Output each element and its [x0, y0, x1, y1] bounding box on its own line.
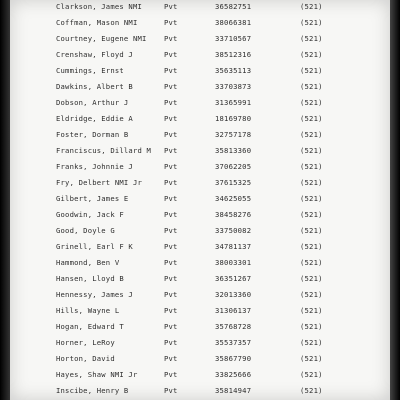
unit-code: (521) [300, 98, 323, 107]
serial-number: 35635113 [215, 66, 252, 75]
serial-number: 33710567 [215, 34, 252, 43]
roster-row [10, 48, 390, 64]
serial-number: 38512316 [215, 50, 252, 59]
serial-number: 34625055 [215, 194, 252, 203]
soldier-rank: Pvt [164, 210, 178, 219]
soldier-rank: Pvt [164, 82, 178, 91]
roster-row [10, 64, 390, 80]
soldier-name: Coffman, Mason NMI [56, 18, 138, 27]
serial-number: 18169780 [215, 114, 252, 123]
soldier-rank: Pvt [164, 274, 178, 283]
roster-row [10, 80, 390, 96]
unit-code: (521) [300, 290, 323, 299]
soldier-name: Fry, Delbert NMI Jr [56, 178, 143, 187]
serial-number: 31306137 [215, 306, 252, 315]
soldier-name: Franks, Johnnie J [56, 162, 133, 171]
serial-number: 37062205 [215, 162, 252, 171]
roster-row [10, 0, 390, 16]
soldier-name: Hayes, Shaw NMI Jr [56, 370, 138, 379]
roster-row [10, 32, 390, 48]
serial-number: 36582751 [215, 2, 252, 11]
unit-code: (521) [300, 178, 323, 187]
soldier-name: Hills, Wayne L [56, 306, 120, 315]
unit-code: (521) [300, 386, 323, 395]
unit-code: (521) [300, 82, 323, 91]
serial-number: 38003301 [215, 258, 252, 267]
soldier-name: Goodwin, Jack F [56, 210, 124, 219]
unit-code: (521) [300, 2, 323, 11]
serial-number: 35768728 [215, 322, 252, 331]
serial-number: 35537357 [215, 338, 252, 347]
soldier-name: Dawkins, Albert B [56, 82, 133, 91]
unit-code: (521) [300, 306, 323, 315]
soldier-name: Hansen, Lloyd B [56, 274, 124, 283]
soldier-rank: Pvt [164, 370, 178, 379]
soldier-rank: Pvt [164, 114, 178, 123]
roster-row [10, 256, 390, 272]
soldier-name: Courtney, Eugene NMI [56, 34, 147, 43]
soldier-name: Gilbert, James E [56, 194, 129, 203]
roster-row [10, 304, 390, 320]
unit-code: (521) [300, 162, 323, 171]
unit-code: (521) [300, 34, 323, 43]
soldier-name: Grinell, Earl F K [56, 242, 133, 251]
serial-number: 32757178 [215, 130, 252, 139]
soldier-rank: Pvt [164, 34, 178, 43]
soldier-rank: Pvt [164, 290, 178, 299]
roster-page [10, 0, 390, 400]
serial-number: 33825666 [215, 370, 252, 379]
soldier-name: Crenshaw, Floyd J [56, 50, 133, 59]
soldier-rank: Pvt [164, 50, 178, 59]
soldier-rank: Pvt [164, 66, 178, 75]
unit-code: (521) [300, 130, 323, 139]
soldier-name: Clarkson, James NMI [56, 2, 143, 11]
soldier-name: Inscibe, Henry B [56, 386, 129, 395]
roster-row [10, 16, 390, 32]
roster-row [10, 384, 390, 400]
serial-number: 38458276 [215, 210, 252, 219]
roster-row [10, 336, 390, 352]
soldier-rank: Pvt [164, 322, 178, 331]
serial-number: 35814947 [215, 386, 252, 395]
roster-row [10, 96, 390, 112]
soldier-rank: Pvt [164, 2, 178, 11]
soldier-name: Good, Doyle G [56, 226, 115, 235]
soldier-name: Hammond, Ben V [56, 258, 120, 267]
soldier-name: Foster, Dorman B [56, 130, 129, 139]
unit-code: (521) [300, 194, 323, 203]
soldier-name: Hennessy, James J [56, 290, 133, 299]
unit-code: (521) [300, 210, 323, 219]
serial-number: 35813360 [215, 146, 252, 155]
serial-number: 31365991 [215, 98, 252, 107]
soldier-rank: Pvt [164, 258, 178, 267]
serial-number: 34781137 [215, 242, 252, 251]
soldier-name: Dobson, Arthur J [56, 98, 129, 107]
unit-code: (521) [300, 66, 323, 75]
soldier-name: Horner, LeRoy [56, 338, 115, 347]
soldier-rank: Pvt [164, 178, 178, 187]
unit-code: (521) [300, 18, 323, 27]
scan-edge-right [390, 0, 400, 400]
soldier-rank: Pvt [164, 338, 178, 347]
unit-code: (521) [300, 146, 323, 155]
soldier-rank: Pvt [164, 386, 178, 395]
roster-row [10, 240, 390, 256]
unit-code: (521) [300, 274, 323, 283]
soldier-name: Horton, David [56, 354, 115, 363]
soldier-rank: Pvt [164, 354, 178, 363]
serial-number: 38066381 [215, 18, 252, 27]
serial-number: 33750082 [215, 226, 252, 235]
soldier-rank: Pvt [164, 242, 178, 251]
soldier-rank: Pvt [164, 226, 178, 235]
roster-row [10, 320, 390, 336]
soldier-name: Hogan, Edward T [56, 322, 124, 331]
roster-row [10, 224, 390, 240]
unit-code: (521) [300, 242, 323, 251]
soldier-name: Eldridge, Eddie A [56, 114, 133, 123]
roster-row [10, 112, 390, 128]
serial-number: 32013360 [215, 290, 252, 299]
roster-row [10, 192, 390, 208]
unit-code: (521) [300, 114, 323, 123]
soldier-rank: Pvt [164, 194, 178, 203]
soldier-rank: Pvt [164, 306, 178, 315]
roster-row [10, 368, 390, 384]
unit-code: (521) [300, 338, 323, 347]
roster-row [10, 288, 390, 304]
unit-code: (521) [300, 354, 323, 363]
roster-row [10, 352, 390, 368]
roster-row [10, 176, 390, 192]
unit-code: (521) [300, 50, 323, 59]
scan-edge-left [0, 0, 10, 400]
soldier-rank: Pvt [164, 18, 178, 27]
roster-row [10, 272, 390, 288]
unit-code: (521) [300, 258, 323, 267]
roster-row [10, 144, 390, 160]
roster-row [10, 208, 390, 224]
soldier-rank: Pvt [164, 146, 178, 155]
serial-number: 35867790 [215, 354, 252, 363]
unit-code: (521) [300, 370, 323, 379]
soldier-rank: Pvt [164, 162, 178, 171]
soldier-rank: Pvt [164, 130, 178, 139]
serial-number: 33703873 [215, 82, 252, 91]
serial-number: 36351267 [215, 274, 252, 283]
soldier-name: Franciscus, Dillard M [56, 146, 152, 155]
roster-row [10, 160, 390, 176]
unit-code: (521) [300, 322, 323, 331]
soldier-rank: Pvt [164, 98, 178, 107]
soldier-name: Cummings, Ernst [56, 66, 124, 75]
serial-number: 37615325 [215, 178, 252, 187]
roster-row [10, 128, 390, 144]
unit-code: (521) [300, 226, 323, 235]
